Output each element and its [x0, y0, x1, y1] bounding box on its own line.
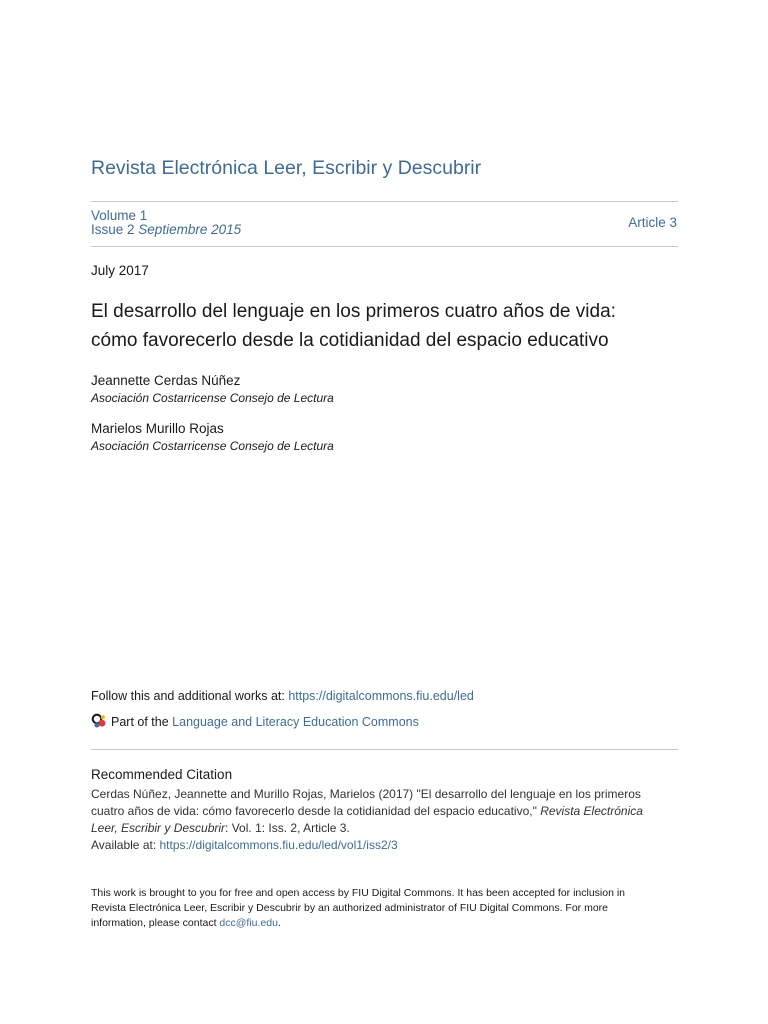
header-rule-top: [91, 201, 678, 202]
volume-link[interactable]: Volume 1: [91, 208, 148, 223]
recommended-citation-heading: Recommended Citation: [91, 767, 233, 782]
citation-line-2: [91, 803, 681, 820]
citation-line-2-text: cuatro años de vida: cómo favorecerlo desde la cotidianidad del espacio educativo,": [91, 804, 541, 818]
journal-title[interactable]: Revista Electrónica Leer, Escribir y Descubrir: [91, 157, 482, 179]
follow-link[interactable]: https://digitalcommons.fiu.edu/led: [288, 689, 474, 703]
title-line-2: cómo favorecerlo desde la cotidianidad del espacio educativo: [91, 330, 609, 351]
citation-block: [91, 786, 681, 854]
notice-line-1: This work is brought to you for free and open access by FIU Digital Commons. It has been accepted for inclusion in: [91, 887, 626, 899]
citation-volume-info: : Vol. 1: Iss. 2, Article 3.: [225, 821, 350, 835]
publication-date: July 2017: [91, 263, 149, 278]
title-line-1: El desarrollo del lenguaje en los primeros cuatro años de vida:: [91, 301, 616, 322]
article-link[interactable]: Article 3: [628, 215, 677, 230]
header-rule-bottom: [91, 246, 678, 247]
citation-line-3: [91, 820, 681, 837]
contact-email-link[interactable]: dcc@fiu.edu: [219, 917, 278, 929]
access-notice: [91, 886, 681, 931]
author-name-1: Jeannette Cerdas Núñez: [91, 373, 241, 388]
follow-text: Follow this and additional works at:: [91, 689, 289, 703]
article-title: [91, 297, 691, 355]
notice-line-3: [91, 916, 681, 931]
notice-line-2: Revista Electrónica Leer, Escribir y Descubrir by an authorized administrator of FIU Digital Commons. For more: [91, 902, 609, 914]
author-affiliation-1: Asociación Costarricense Consejo de Lectura: [91, 391, 334, 405]
follow-line: [91, 689, 474, 703]
issue-link[interactable]: [91, 223, 241, 237]
part-of-line: [91, 713, 419, 730]
part-of-text: Part of the: [111, 714, 169, 729]
network-commons-icon: [91, 713, 108, 730]
available-at-text: Available at:: [91, 838, 160, 852]
citation-journal-part-2: Leer, Escribir y Descubrir: [91, 821, 226, 835]
available-at-link[interactable]: https://digitalcommons.fiu.edu/led/vol1/iss2/3: [159, 838, 398, 852]
author-affiliation-2: Asociación Costarricense Consejo de Lectura: [91, 439, 334, 453]
citation-line-4: [91, 837, 681, 854]
issue-date: Septiembre 2015: [138, 222, 242, 237]
author-name-2: Marielos Murillo Rojas: [91, 421, 224, 436]
issue-label: Issue 2: [91, 222, 135, 237]
notice-contact-text: information, please contact: [91, 917, 220, 929]
citation-rule: [91, 749, 678, 750]
part-of-link[interactable]: Language and Literacy Education Commons: [172, 714, 419, 729]
citation-line-1: Cerdas Núñez, Jeannette and Murillo Rojas, Marielos (2017) "El desarrollo del lenguaje en los primeros: [91, 787, 641, 801]
notice-end: .: [277, 917, 281, 929]
citation-journal-part-1: Revista Electrónica: [540, 804, 643, 818]
